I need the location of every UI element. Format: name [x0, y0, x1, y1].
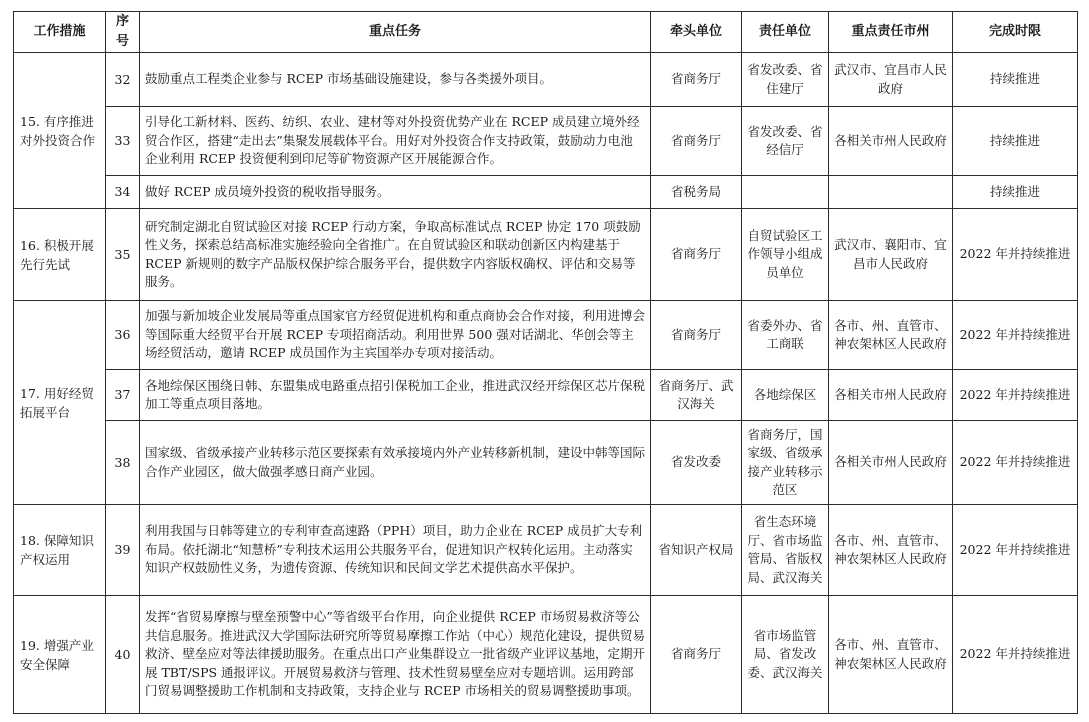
resp-unit: 省商务厅，国家级、省级承接产业转移示范区 — [742, 421, 829, 505]
city-cell — [829, 176, 953, 209]
document-page — [13, 11, 1078, 714]
lead-unit: 省商务厅 — [651, 301, 742, 370]
task-cell: 加强与新加坡企业发展局等重点国家官方经贸促进机构和重点商协会合作对接，利用进博会等国际重大经贸平台开展 RCEP 专项招商活动。利用世界 500 强对话湖北、华创会等主场经贸活动，邀请 RCEP 成员国作为主宾国举办专项对接活动。 — [140, 301, 651, 370]
row-number: 32 — [106, 53, 140, 107]
city-cell: 各相关市州人民政府 — [829, 107, 953, 176]
city-cell: 武汉市、襄阳市、宜昌市人民政府 — [829, 209, 953, 301]
header-city: 重点责任市州 — [829, 12, 953, 53]
header-resp: 责任单位 — [742, 12, 829, 53]
deadline-cell: 2022 年并持续推进 — [953, 421, 1078, 505]
lead-unit: 省税务局 — [651, 176, 742, 209]
header-lead: 牵头单位 — [651, 12, 742, 53]
task-cell: 发挥“省贸易摩擦与壁垒预警中心”等省级平台作用，向企业提供 RCEP 市场贸易救济等公共信息服务。推进武汉大学国际法研究所等贸易摩擦工作站（中心）规范化建设，提供贸易救济、壁垒应对等法律援助服务。在重点出口产业集群设立一批省级产业评议基地，定期开展 TBT/SPS 通报评议。开展贸易救济与管理、技术性贸易壁垒应对专题培训。运用跨部门贸易调整援助工作机制和支持政策，支持企业与 RCEP 市场相关的贸易调整援助事项。 — [140, 596, 651, 714]
header-measure: 工作措施 — [14, 12, 106, 53]
table-row — [14, 209, 1078, 301]
lead-unit: 省发改委 — [651, 421, 742, 505]
city-cell: 武汉市、宜昌市人民政府 — [829, 53, 953, 107]
table-row — [14, 505, 1078, 596]
deadline-cell: 持续推进 — [953, 176, 1078, 209]
row-number: 38 — [106, 421, 140, 505]
city-cell: 各相关市州人民政府 — [829, 421, 953, 505]
task-cell: 鼓励重点工程类企业参与 RCEP 市场基础设施建设，参与各类援外项目。 — [140, 53, 651, 107]
resp-unit: 各地综保区 — [742, 370, 829, 421]
row-number: 39 — [106, 505, 140, 596]
resp-unit: 自贸试验区工作领导小组成员单位 — [742, 209, 829, 301]
table-row — [14, 176, 1078, 209]
task-cell: 做好 RCEP 成员境外投资的税收指导服务。 — [140, 176, 651, 209]
task-table — [13, 11, 1078, 714]
resp-unit: 省生态环境厅、省市场监管局、省版权局、武汉海关 — [742, 505, 829, 596]
row-number: 37 — [106, 370, 140, 421]
deadline-cell: 2022 年并持续推进 — [953, 370, 1078, 421]
row-number: 34 — [106, 176, 140, 209]
row-number: 36 — [106, 301, 140, 370]
deadline-cell: 持续推进 — [953, 53, 1078, 107]
task-cell: 研究制定湖北自贸试验区对接 RCEP 行动方案，争取高标准试点 RCEP 协定 170 项鼓励性义务，探索总结高标准实施经验向全省推广。在自贸试验区和联动创新区内构建基于 RCEP 新规则的数字产品版权保护综合服务平台，提供数字内容版权确权、评估和交易等服务。 — [140, 209, 651, 301]
table-row — [14, 596, 1078, 714]
task-cell: 利用我国与日韩等建立的专利审查高速路（PPH）项目，助力企业在 RCEP 成员扩大专利布局。依托湖北“知慧桥”专利技术运用公共服务平台，促进知识产权转化运用。主动落实知识产权鼓励性义务，为遗传资源、传统知识和民间文学艺术提供高水平保护。 — [140, 505, 651, 596]
deadline-cell: 2022 年并持续推进 — [953, 505, 1078, 596]
header-deadline: 完成时限 — [953, 12, 1078, 53]
row-number: 35 — [106, 209, 140, 301]
deadline-cell: 2022 年并持续推进 — [953, 301, 1078, 370]
deadline-cell: 2022 年并持续推进 — [953, 209, 1078, 301]
measure-cell: 19. 增强产业安全保障 — [14, 596, 106, 714]
header-task: 重点任务 — [140, 12, 651, 53]
resp-unit: 省发改委、省经信厅 — [742, 107, 829, 176]
lead-unit: 省商务厅 — [651, 53, 742, 107]
lead-unit: 省商务厅 — [651, 209, 742, 301]
resp-unit: 省发改委、省住建厅 — [742, 53, 829, 107]
table-row — [14, 370, 1078, 421]
task-cell: 各地综保区围绕日韩、东盟集成电路重点招引保税加工企业，推进武汉经开综保区芯片保税加工等重点项目落地。 — [140, 370, 651, 421]
row-number: 33 — [106, 107, 140, 176]
header-no: 序号 — [106, 12, 140, 53]
measure-cell: 16. 积极开展先行先试 — [14, 209, 106, 301]
row-number: 40 — [106, 596, 140, 714]
table-row — [14, 301, 1078, 370]
header-row — [14, 12, 1078, 53]
table-row — [14, 107, 1078, 176]
resp-unit: 省市场监管局、省发改委、武汉海关 — [742, 596, 829, 714]
deadline-cell: 2022 年并持续推进 — [953, 596, 1078, 714]
resp-unit: 省委外办、省工商联 — [742, 301, 829, 370]
city-cell: 各市、州、直管市、神农架林区人民政府 — [829, 505, 953, 596]
lead-unit: 省商务厅 — [651, 596, 742, 714]
task-cell: 国家级、省级承接产业转移示范区要探索有效承接境内外产业转移新机制，建设中韩等国际合作产业园区，做大做强孝感日商产业园。 — [140, 421, 651, 505]
city-cell: 各市、州、直管市、神农架林区人民政府 — [829, 301, 953, 370]
city-cell: 各相关市州人民政府 — [829, 370, 953, 421]
lead-unit: 省商务厅 — [651, 107, 742, 176]
measure-cell: 17. 用好经贸拓展平台 — [14, 301, 106, 505]
city-cell: 各市、州、直管市、神农架林区人民政府 — [829, 596, 953, 714]
deadline-cell: 持续推进 — [953, 107, 1078, 176]
measure-cell: 18. 保障知识产权运用 — [14, 505, 106, 596]
table-row — [14, 53, 1078, 107]
lead-unit: 省知识产权局 — [651, 505, 742, 596]
task-cell: 引导化工新材料、医药、纺织、农业、建材等对外投资优势产业在 RCEP 成员建立境外经贸合作区，搭建“走出去”集聚发展载体平台。用好对外投资合作支持政策，鼓励动力电池企业利用 RCEP 投资便利到印尼等矿物资源产区开展能源合作。 — [140, 107, 651, 176]
resp-unit — [742, 176, 829, 209]
measure-cell: 15. 有序推进对外投资合作 — [14, 53, 106, 209]
table-row — [14, 421, 1078, 505]
lead-unit: 省商务厅、武汉海关 — [651, 370, 742, 421]
